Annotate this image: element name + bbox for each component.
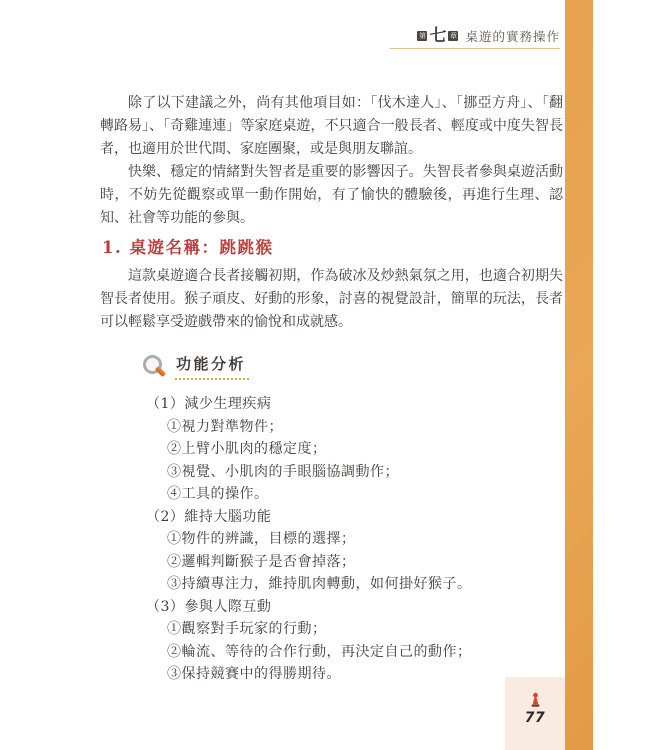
group-title — [146, 393, 563, 416]
group-title-text: 維持大腦功能 — [184, 508, 272, 525]
chapter-title: 桌遊的實務操作 — [465, 29, 560, 44]
list-group-brain — [146, 506, 563, 596]
chapter-mark — [417, 25, 458, 46]
running-head — [240, 27, 560, 45]
magnifier-handle — [155, 366, 166, 377]
list-item: ①視力對準物件； — [167, 418, 283, 435]
list-item: ③視覺、小肌肉的手眼腦協調動作； — [167, 463, 399, 480]
group-title-text: 參與人際互動 — [184, 598, 272, 615]
list-item: ②輪流、等待的合作行動，再決定自己的動作； — [167, 643, 472, 660]
chapter-number: 七 — [429, 25, 447, 46]
paragraph-other-games: 除了以下建議之外，尚有其他項目如：「伐木達人」、「挪亞方舟」、「翻轉路易」、「奇雞連連」等家庭桌遊，不只適合一般長者、輕度或中度失智長者，也適用於世代間、家庭團聚，或是與朋友聯誼。 — [100, 95, 563, 157]
group-title — [146, 506, 563, 529]
group-items — [167, 416, 563, 506]
main-text-column — [100, 92, 563, 686]
list-item: ②上臂小肌肉的穩定度； — [167, 441, 327, 457]
list-item: ①觀察對手玩家的行動； — [167, 621, 327, 637]
magnifier-icon — [142, 353, 166, 379]
game-name-heading: 1. 桌遊名稱：跳跳猴 — [102, 238, 274, 257]
pawn-icon — [530, 692, 541, 709]
paragraph-game-intro: 這款桌遊適合長者接觸初期，作為破冰及炒熱氣氛之用，也適合初期失智長者使用。猴子頑皮、好動的形象，討喜的視覺設計，簡單的玩法，長者可以輕鬆享受遊戲帶來的愉悅和成就感。 — [100, 268, 563, 330]
list-item: ③保持競賽中的得勝期待。 — [167, 666, 341, 682]
list-item: ①物件的辨識，目標的選擇； — [167, 531, 356, 547]
analysis-label: 功能分析 — [175, 353, 249, 380]
list-group-social — [146, 596, 563, 686]
list-group-physical — [146, 393, 563, 506]
list-item: ④工具的操作。 — [167, 486, 269, 502]
paragraph-emotion: 快樂、穩定的情緒對失智者是重要的影響因子。失智長者參與桌遊活動時，不妨先從觀察或單一動作開始，有了愉快的體驗後，再進行生理、認知、社會等功能的參與。 — [100, 164, 563, 226]
side-strip — [565, 0, 593, 750]
function-list — [146, 393, 563, 686]
group-items — [167, 528, 563, 596]
group-items — [167, 618, 563, 686]
group-marker: （3） — [146, 598, 185, 615]
group-title-text: 減少生理疾病 — [184, 396, 272, 412]
group-title — [146, 596, 563, 619]
analysis-header — [142, 351, 563, 381]
page-number-tab — [505, 677, 565, 750]
group-marker: （1） — [146, 396, 185, 412]
list-item: ②邏輯判斷猴子是否會掉落； — [167, 553, 356, 570]
list-item: ③持續專注力，維持肌肉轉動，如何掛好猴子。 — [167, 576, 472, 592]
chapter-suffix-badge: 章 — [449, 32, 457, 40]
chapter-prefix-badge: 第 — [418, 32, 426, 40]
header-underline — [390, 48, 560, 49]
page-number: 77 — [524, 710, 546, 726]
group-marker: （2） — [146, 508, 185, 525]
